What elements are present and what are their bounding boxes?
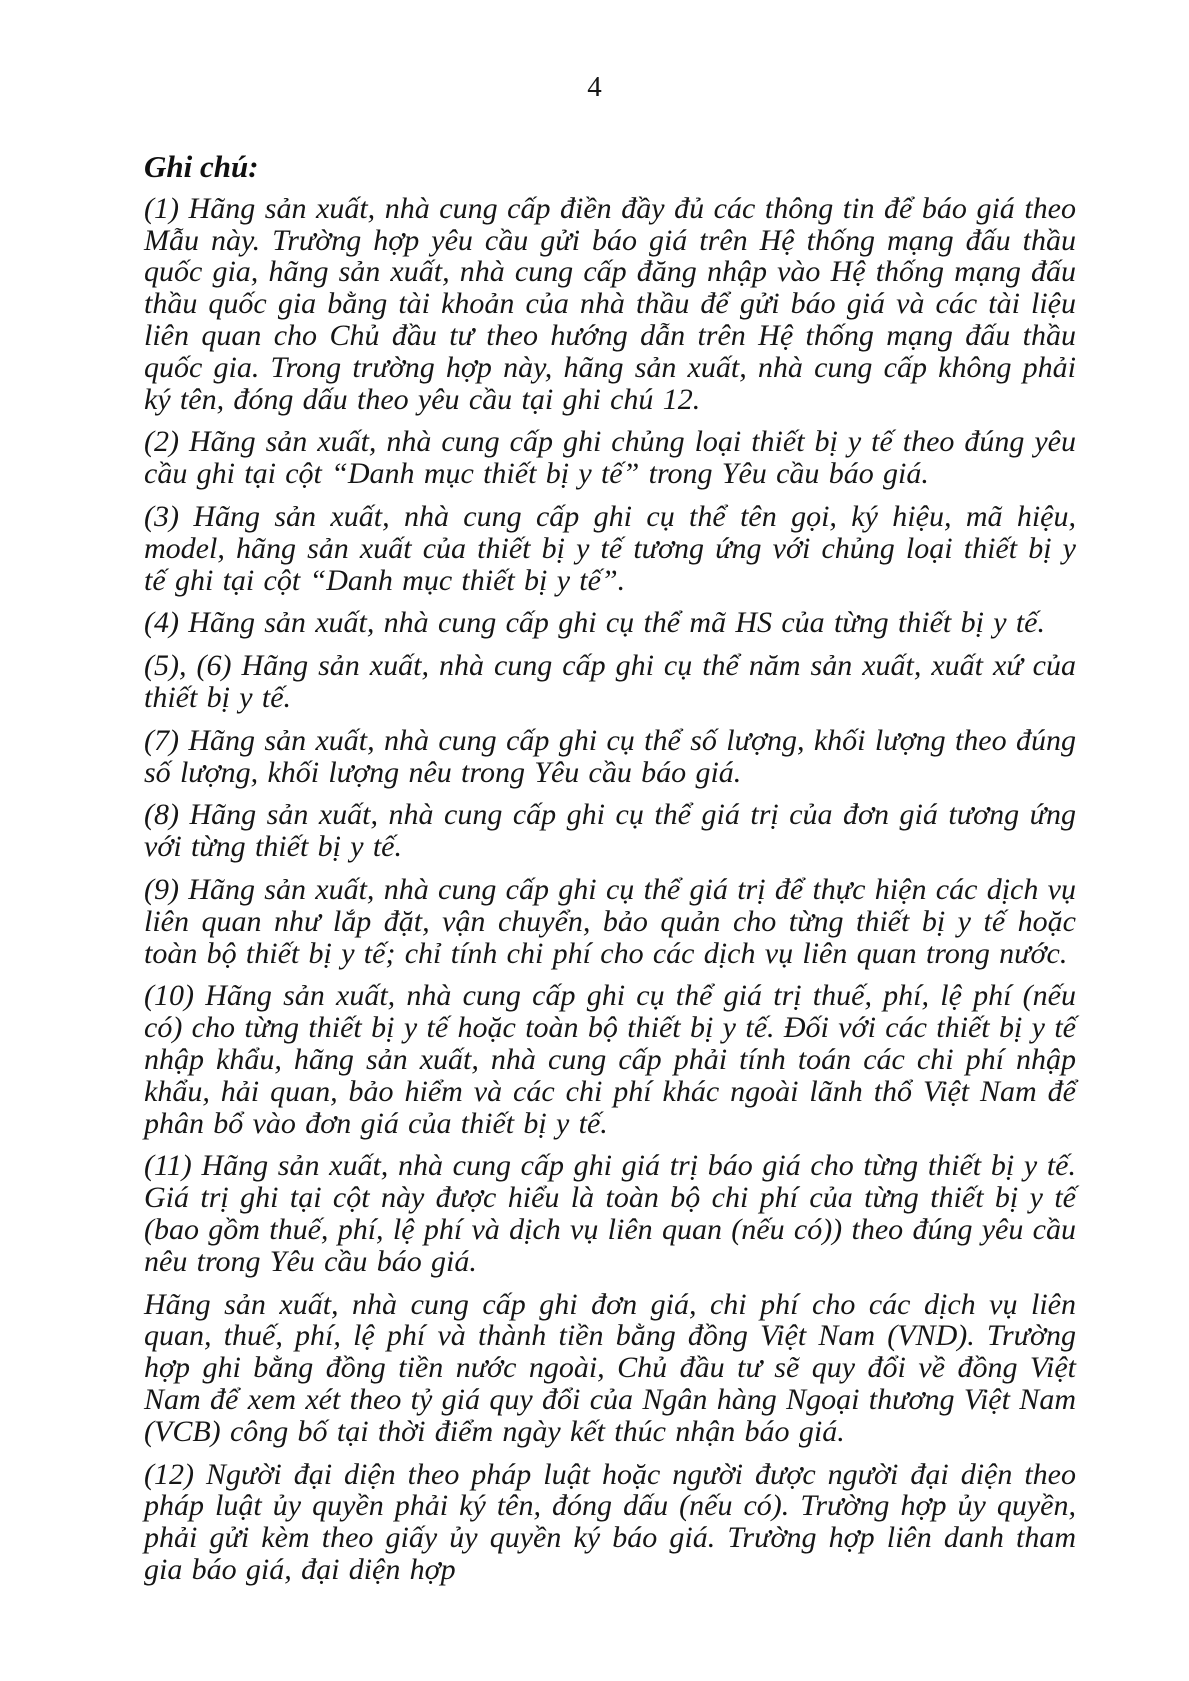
note-paragraph-7: (7) Hãng sản xuất, nhà cung cấp ghi cụ thể số lượng, khối lượng theo đúng số lượng, khối lượng nêu trong Yêu cầu báo giá. [144, 723, 1076, 789]
notes-section [144, 150, 1076, 1586]
note-paragraph-11: (11) Hãng sản xuất, nhà cung cấp ghi giá trị báo giá cho từng thiết bị y tế. Giá trị ghi tại cột này được hiểu là toàn bộ chi phí của từng thiết bị y tế (bao gồm thuế, phí, lệ phí và dịch vụ liên quan (nếu có)) theo đúng yêu cầu nêu trong Yêu cầu báo giá. [144, 1149, 1076, 1278]
page-number: 4 [587, 71, 602, 103]
note-paragraph-4: (4) Hãng sản xuất, nhà cung cấp ghi cụ thể mã HS của từng thiết bị y tế. [144, 606, 1045, 640]
note-paragraph-currency: Hãng sản xuất, nhà cung cấp ghi đơn giá, chi phí cho các dịch vụ liên quan, thuế, phí, lệ phí và thành tiền bằng đồng Việt Nam (VND). Trường hợp ghi bằng đồng tiền nước ngoài, Chủ đầu tư sẽ quy đổi về đồng Việt Nam để xem xét theo tỷ giá quy đổi của Ngân hàng Ngoại thương Việt Nam (VCB) công bố tại thời điểm ngày kết thúc nhận báo giá. [144, 1287, 1076, 1448]
note-paragraph-2: (2) Hãng sản xuất, nhà cung cấp ghi chủng loại thiết bị y tế theo đúng yêu cầu ghi tại cột “Danh mục thiết bị y tế” trong Yêu cầu báo giá. [144, 425, 1076, 491]
notes-heading: Ghi chú: [144, 148, 259, 184]
note-paragraph-9: (9) Hãng sản xuất, nhà cung cấp ghi cụ thể giá trị để thực hiện các dịch vụ liên quan như lắp đặt, vận chuyển, bảo quản cho từng thiết bị y tế hoặc toàn bộ thiết bị y tế; chỉ tính chi phí cho các dịch vụ liên quan trong nước. [144, 873, 1076, 970]
note-paragraph-8: (8) Hãng sản xuất, nhà cung cấp ghi cụ thể giá trị của đơn giá tương ứng với từng thiết bị y tế. [144, 798, 1076, 864]
note-paragraph-5-6: (5), (6) Hãng sản xuất, nhà cung cấp ghi cụ thể năm sản xuất, xuất xứ của thiết bị y tế. [144, 649, 1076, 715]
note-paragraph-1: (1) Hãng sản xuất, nhà cung cấp điền đầy đủ các thông tin để báo giá theo Mẫu này. Trường hợp yêu cầu gửi báo giá trên Hệ thống mạng đấu thầu quốc gia, hãng sản xuất, nhà cung cấp đăng nhập vào Hệ thống mạng đấu thầu quốc gia bằng tài khoản của nhà thầu để gửi báo giá và các tài liệu liên quan cho Chủ đầu tư theo hướng dẫn trên Hệ thống mạng đấu thầu quốc gia. Trong trường hợp này, hãng sản xuất, nhà cung cấp không phải ký tên, đóng dấu theo yêu cầu tại ghi chú 12. [144, 191, 1076, 416]
note-paragraph-12: (12) Người đại diện theo pháp luật hoặc người được người đại diện theo pháp luật ủy quyền phải ký tên, đóng dấu (nếu có). Trường hợp ủy quyền, phải gửi kèm theo giấy ủy quyền ký báo giá. Trường hợp liên danh tham gia báo giá, đại diện hợp [144, 1457, 1076, 1586]
note-paragraph-3: (3) Hãng sản xuất, nhà cung cấp ghi cụ thể tên gọi, ký hiệu, mã hiệu, model, hãng sản xuất của thiết bị y tế tương ứng với chủng loại thiết bị y tế ghi tại cột “Danh mục thiết bị y tế”. [144, 500, 1076, 597]
note-paragraph-10: (10) Hãng sản xuất, nhà cung cấp ghi cụ thể giá trị thuế, phí, lệ phí (nếu có) cho từng thiết bị y tế hoặc toàn bộ thiết bị y tế. Đối với các thiết bị y tế nhập khẩu, hãng sản xuất, nhà cung cấp phải tính toán các chi phí nhập khẩu, hải quan, bảo hiểm và các chi phí khác ngoài lãnh thổ Việt Nam để phân bổ vào đơn giá của thiết bị y tế. [144, 979, 1076, 1140]
